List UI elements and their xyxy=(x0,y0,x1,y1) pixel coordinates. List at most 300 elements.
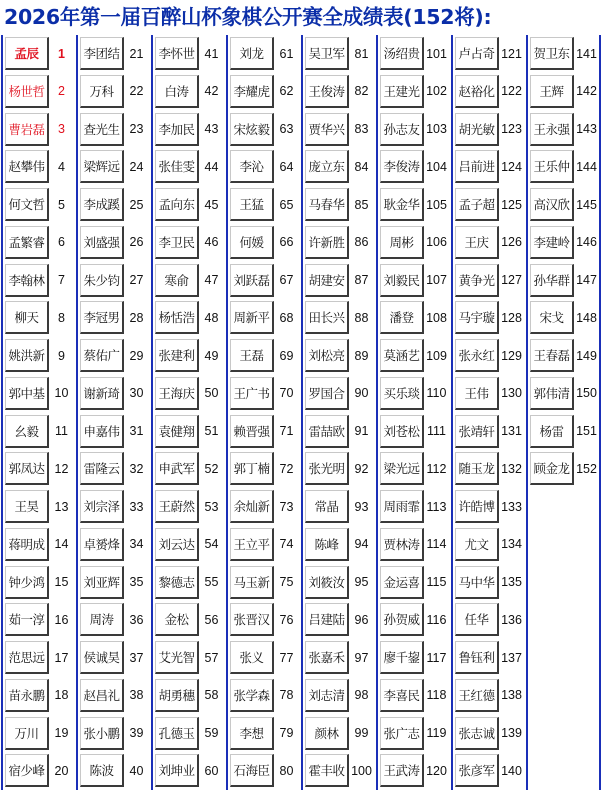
player-name: 黄争光 xyxy=(455,264,499,297)
player-rank: 7 xyxy=(58,273,65,287)
player-name: 耿金华 xyxy=(380,188,424,221)
player-name: 潘登 xyxy=(380,301,424,334)
player-rank: 112 xyxy=(426,461,447,476)
player-rank: 134 xyxy=(501,537,522,552)
player-rank: 119 xyxy=(426,726,447,740)
player-rank: 22 xyxy=(129,84,144,99)
player-rank: 50 xyxy=(204,386,219,401)
result-entry xyxy=(5,187,74,222)
result-entry xyxy=(5,300,74,335)
player-name: 李冠男 xyxy=(80,301,124,334)
player-rank: 137 xyxy=(501,650,522,665)
player-rank: 147 xyxy=(576,273,597,287)
player-rank: 88 xyxy=(354,310,369,325)
page-title: 2026年第一届百醉山杯象棋公开赛全成绩表(152将): xyxy=(4,5,492,29)
player-rank: 146 xyxy=(576,235,597,250)
player-name: 王伟 xyxy=(455,377,499,410)
player-rank: 82 xyxy=(354,84,369,99)
result-entry xyxy=(230,565,299,600)
results-grid xyxy=(1,35,601,790)
player-rank: 74 xyxy=(279,537,294,552)
result-entry xyxy=(230,112,299,147)
player-rank: 37 xyxy=(129,650,144,665)
result-entry xyxy=(305,414,374,449)
player-name: 吴卫军 xyxy=(305,37,349,70)
player-rank: 61 xyxy=(279,46,294,61)
result-entry xyxy=(155,678,224,713)
player-name: 刘亚辉 xyxy=(80,566,124,599)
player-rank: 96 xyxy=(354,612,369,627)
player-rank: 17 xyxy=(54,650,69,665)
result-entry xyxy=(305,678,374,713)
player-name: 钟少鸿 xyxy=(5,566,49,599)
player-name: 许皓博 xyxy=(455,490,499,523)
player-rank: 150 xyxy=(576,386,597,401)
player-name: 李怀世 xyxy=(155,37,199,70)
result-entry xyxy=(80,74,149,109)
player-rank: 52 xyxy=(204,461,219,476)
player-rank: 6 xyxy=(58,235,65,250)
player-name: 孙贺威 xyxy=(380,603,424,636)
player-name: 马宇璇 xyxy=(455,301,499,334)
player-rank: 132 xyxy=(501,461,522,476)
player-rank: 97 xyxy=(354,650,369,665)
player-rank: 51 xyxy=(204,424,219,438)
player-rank: 107 xyxy=(426,273,447,287)
player-name: 王猛 xyxy=(230,188,274,221)
player-name: 马春华 xyxy=(305,188,349,221)
result-entry xyxy=(380,602,449,637)
result-entry xyxy=(380,225,449,260)
player-rank: 41 xyxy=(204,46,219,61)
player-rank: 63 xyxy=(279,122,294,136)
player-rank: 77 xyxy=(279,650,294,665)
player-rank: 75 xyxy=(279,575,294,589)
result-entry xyxy=(305,149,374,184)
player-rank: 62 xyxy=(279,84,294,99)
player-rank: 16 xyxy=(54,612,69,627)
player-name: 石海臣 xyxy=(230,754,274,787)
result-entry xyxy=(155,753,224,788)
result-entry xyxy=(5,376,74,411)
player-name: 常晶 xyxy=(305,490,349,523)
player-name: 郭伟清 xyxy=(530,377,574,410)
player-rank: 58 xyxy=(204,688,219,703)
result-entry xyxy=(155,300,224,335)
player-rank: 152 xyxy=(576,461,597,476)
player-rank: 59 xyxy=(204,726,219,740)
player-name: 卓赟烽 xyxy=(80,528,124,561)
player-name: 孟辰 xyxy=(5,37,49,70)
player-name: 庞立东 xyxy=(305,150,349,183)
result-entry xyxy=(305,112,374,147)
player-rank: 81 xyxy=(354,46,369,61)
player-rank: 148 xyxy=(576,310,597,325)
result-entry xyxy=(80,489,149,524)
player-name: 随玉龙 xyxy=(455,452,499,485)
player-rank: 68 xyxy=(279,310,294,325)
result-entry xyxy=(455,527,524,562)
result-entry xyxy=(230,640,299,675)
player-name: 李俊涛 xyxy=(380,150,424,183)
result-entry xyxy=(455,112,524,147)
result-entry xyxy=(455,565,524,600)
result-entry xyxy=(455,149,524,184)
player-rank: 125 xyxy=(501,197,522,212)
player-name: 孟向东 xyxy=(155,188,199,221)
result-entry xyxy=(230,451,299,486)
player-name: 郭丁楠 xyxy=(230,452,274,485)
player-name: 杨世哲 xyxy=(5,75,49,108)
result-entry xyxy=(305,263,374,298)
results-column xyxy=(526,35,601,790)
player-name: 张小鹏 xyxy=(80,717,124,750)
result-entry xyxy=(230,414,299,449)
player-name: 万川 xyxy=(5,717,49,750)
results-column xyxy=(1,35,76,790)
player-rank: 100 xyxy=(351,763,372,778)
player-rank: 46 xyxy=(204,235,219,250)
player-name: 王庆 xyxy=(455,226,499,259)
result-entry xyxy=(230,678,299,713)
player-rank: 60 xyxy=(204,763,219,778)
player-rank: 23 xyxy=(129,122,144,136)
player-rank: 131 xyxy=(501,424,522,438)
player-name: 胡勇穗 xyxy=(155,679,199,712)
player-name: 许新胜 xyxy=(305,226,349,259)
player-name: 曹岩磊 xyxy=(5,113,49,146)
player-name: 王永强 xyxy=(530,113,574,146)
result-entry xyxy=(455,753,524,788)
player-rank: 76 xyxy=(279,612,294,627)
player-name: 黎德志 xyxy=(155,566,199,599)
player-rank: 44 xyxy=(204,159,219,174)
results-column xyxy=(226,35,301,790)
result-entry xyxy=(455,36,524,71)
player-name: 申嘉伟 xyxy=(80,415,124,448)
player-rank: 136 xyxy=(501,612,522,627)
player-name: 周雨霏 xyxy=(380,490,424,523)
player-rank: 11 xyxy=(55,424,68,438)
player-rank: 28 xyxy=(129,310,144,325)
player-name: 贺卫东 xyxy=(530,37,574,70)
result-entry xyxy=(305,74,374,109)
result-entry xyxy=(5,640,74,675)
player-rank: 32 xyxy=(129,461,144,476)
result-entry xyxy=(80,565,149,600)
player-rank: 33 xyxy=(129,499,144,514)
player-rank: 110 xyxy=(426,386,447,401)
result-entry xyxy=(155,602,224,637)
player-name: 金运喜 xyxy=(380,566,424,599)
result-entry xyxy=(380,489,449,524)
player-rank: 142 xyxy=(576,84,597,99)
player-name: 赵昌礼 xyxy=(80,679,124,712)
result-entry xyxy=(380,338,449,373)
player-name: 何文哲 xyxy=(5,188,49,221)
player-name: 查光生 xyxy=(80,113,124,146)
result-entry xyxy=(80,753,149,788)
result-entry xyxy=(80,602,149,637)
player-name: 刘宗泽 xyxy=(80,490,124,523)
player-rank: 47 xyxy=(204,273,219,287)
player-name: 陈波 xyxy=(80,754,124,787)
result-entry xyxy=(80,149,149,184)
result-entry xyxy=(5,602,74,637)
results-column xyxy=(76,35,151,790)
player-name: 刘志清 xyxy=(305,679,349,712)
result-entry xyxy=(455,451,524,486)
player-name: 李沁 xyxy=(230,150,274,183)
player-rank: 30 xyxy=(129,386,144,401)
result-entry xyxy=(155,376,224,411)
player-name: 李建岭 xyxy=(530,226,574,259)
result-entry xyxy=(305,36,374,71)
result-entry xyxy=(530,338,599,373)
result-entry xyxy=(230,36,299,71)
result-entry xyxy=(5,74,74,109)
player-rank: 120 xyxy=(426,763,447,778)
result-entry xyxy=(530,149,599,184)
player-name: 白涛 xyxy=(155,75,199,108)
result-entry xyxy=(380,263,449,298)
player-rank: 114 xyxy=(426,537,447,552)
result-entry xyxy=(380,112,449,147)
result-entry xyxy=(305,716,374,751)
player-name: 卢占奇 xyxy=(455,37,499,70)
result-entry xyxy=(530,300,599,335)
player-name: 郭中基 xyxy=(5,377,49,410)
result-entry xyxy=(230,74,299,109)
player-rank: 122 xyxy=(501,84,522,99)
result-entry xyxy=(380,716,449,751)
result-entry xyxy=(455,640,524,675)
player-name: 李翰林 xyxy=(5,264,49,297)
player-name: 申武军 xyxy=(155,452,199,485)
result-entry xyxy=(305,187,374,222)
result-entry xyxy=(230,338,299,373)
player-rank: 135 xyxy=(501,575,522,589)
result-entry xyxy=(305,225,374,260)
result-entry xyxy=(455,376,524,411)
result-entry xyxy=(80,112,149,147)
player-name: 孙志友 xyxy=(380,113,424,146)
player-name: 雷隆云 xyxy=(80,452,124,485)
result-entry xyxy=(230,489,299,524)
player-rank: 141 xyxy=(576,46,597,61)
player-name: 孟子超 xyxy=(455,188,499,221)
player-rank: 108 xyxy=(426,310,447,325)
player-name: 李加民 xyxy=(155,113,199,146)
result-entry xyxy=(5,678,74,713)
player-name: 周涛 xyxy=(80,603,124,636)
result-entry xyxy=(530,112,599,147)
result-entry xyxy=(305,527,374,562)
player-name: 王海庆 xyxy=(155,377,199,410)
player-rank: 99 xyxy=(354,726,369,740)
player-rank: 73 xyxy=(279,499,294,514)
player-rank: 34 xyxy=(129,537,144,552)
player-rank: 103 xyxy=(426,122,447,136)
player-name: 鲁钰利 xyxy=(455,641,499,674)
player-rank: 127 xyxy=(501,273,522,287)
result-entry xyxy=(5,489,74,524)
player-rank: 83 xyxy=(354,122,369,136)
player-name: 李想 xyxy=(230,717,274,750)
player-rank: 101 xyxy=(426,46,447,61)
player-name: 万科 xyxy=(80,75,124,108)
player-name: 姚洪新 xyxy=(5,339,49,372)
player-name: 王武涛 xyxy=(380,754,424,787)
result-entry xyxy=(155,149,224,184)
player-rank: 35 xyxy=(129,575,144,589)
player-name: 王广书 xyxy=(230,377,274,410)
result-entry xyxy=(5,716,74,751)
player-rank: 45 xyxy=(204,197,219,212)
result-entry xyxy=(305,376,374,411)
player-name: 杨雷 xyxy=(530,415,574,448)
player-name: 张靖轩 xyxy=(455,415,499,448)
player-rank: 54 xyxy=(204,537,219,552)
player-name: 梁光远 xyxy=(380,452,424,485)
result-entry xyxy=(305,338,374,373)
player-rank: 80 xyxy=(279,763,294,778)
player-rank: 91 xyxy=(354,424,369,438)
player-name: 刘筱汝 xyxy=(305,566,349,599)
player-rank: 130 xyxy=(501,386,522,401)
player-name: 刘龙 xyxy=(230,37,274,70)
player-name: 王立平 xyxy=(230,528,274,561)
result-entry xyxy=(80,678,149,713)
player-rank: 72 xyxy=(279,461,294,476)
result-entry xyxy=(80,716,149,751)
player-rank: 128 xyxy=(501,310,522,325)
player-name: 王蔚然 xyxy=(155,490,199,523)
player-rank: 116 xyxy=(426,612,447,627)
result-entry xyxy=(305,565,374,600)
player-rank: 10 xyxy=(54,386,69,401)
player-name: 张彦军 xyxy=(455,754,499,787)
player-rank: 21 xyxy=(129,46,144,61)
result-entry xyxy=(155,187,224,222)
result-entry xyxy=(5,753,74,788)
result-entry xyxy=(230,300,299,335)
result-entry xyxy=(80,300,149,335)
result-entry xyxy=(230,527,299,562)
result-entry xyxy=(80,36,149,71)
result-entry xyxy=(380,300,449,335)
player-name: 张晋汉 xyxy=(230,603,274,636)
player-rank: 109 xyxy=(426,348,447,363)
result-entry xyxy=(380,753,449,788)
result-entry xyxy=(530,36,599,71)
player-name: 李团结 xyxy=(80,37,124,70)
player-name: 宋炫毅 xyxy=(230,113,274,146)
player-name: 蔡佑广 xyxy=(80,339,124,372)
player-name: 胡光敏 xyxy=(455,113,499,146)
result-entry xyxy=(155,36,224,71)
player-rank: 92 xyxy=(354,461,369,476)
player-rank: 3 xyxy=(58,122,65,136)
player-name: 张广志 xyxy=(380,717,424,750)
player-rank: 38 xyxy=(129,688,144,703)
result-entry xyxy=(380,678,449,713)
player-name: 贾林涛 xyxy=(380,528,424,561)
player-rank: 67 xyxy=(279,273,294,287)
result-entry xyxy=(305,640,374,675)
player-rank: 121 xyxy=(501,46,522,61)
player-name: 李成蹊 xyxy=(80,188,124,221)
player-name: 胡建安 xyxy=(305,264,349,297)
player-name: 茹一淳 xyxy=(5,603,49,636)
result-entry xyxy=(455,602,524,637)
player-rank: 66 xyxy=(279,235,294,250)
player-rank: 143 xyxy=(576,122,597,136)
player-name: 贾华兴 xyxy=(305,113,349,146)
result-entry xyxy=(5,149,74,184)
result-entry xyxy=(155,451,224,486)
player-name: 雷喆欧 xyxy=(305,415,349,448)
player-name: 金松 xyxy=(155,603,199,636)
player-name: 刘云达 xyxy=(155,528,199,561)
result-entry xyxy=(305,753,374,788)
player-rank: 8 xyxy=(58,310,65,325)
player-rank: 36 xyxy=(129,612,144,627)
player-rank: 124 xyxy=(501,159,522,174)
player-name: 孔德玉 xyxy=(155,717,199,750)
player-name: 郭凤达 xyxy=(5,452,49,485)
player-name: 高汉欣 xyxy=(530,188,574,221)
result-entry xyxy=(5,527,74,562)
player-rank: 53 xyxy=(204,499,219,514)
player-rank: 126 xyxy=(501,235,522,250)
result-entry xyxy=(155,489,224,524)
results-column xyxy=(451,35,526,790)
player-name: 王俊涛 xyxy=(305,75,349,108)
result-entry xyxy=(305,602,374,637)
player-name: 顾金龙 xyxy=(530,452,574,485)
player-name: 任华 xyxy=(455,603,499,636)
player-name: 罗国合 xyxy=(305,377,349,410)
player-name: 宿少峰 xyxy=(5,754,49,787)
player-rank: 25 xyxy=(129,197,144,212)
player-rank: 93 xyxy=(354,499,369,514)
player-rank: 4 xyxy=(58,159,65,174)
player-name: 买乐琰 xyxy=(380,377,424,410)
player-rank: 111 xyxy=(426,424,446,438)
results-column xyxy=(301,35,376,790)
result-entry xyxy=(380,187,449,222)
result-entry xyxy=(530,74,599,109)
result-entry xyxy=(380,451,449,486)
result-entry xyxy=(455,187,524,222)
player-name: 刘盛强 xyxy=(80,226,124,259)
result-entry xyxy=(155,527,224,562)
player-name: 王春磊 xyxy=(530,339,574,372)
player-rank: 138 xyxy=(501,688,522,703)
result-entry xyxy=(5,565,74,600)
player-name: 张志诚 xyxy=(455,717,499,750)
result-entry xyxy=(230,149,299,184)
player-rank: 42 xyxy=(204,84,219,99)
result-entry xyxy=(80,225,149,260)
player-rank: 65 xyxy=(279,197,294,212)
player-name: 宋戈 xyxy=(530,301,574,334)
player-rank: 129 xyxy=(501,348,522,363)
player-name: 田长兴 xyxy=(305,301,349,334)
result-entry xyxy=(380,74,449,109)
player-name: 谢新琦 xyxy=(80,377,124,410)
